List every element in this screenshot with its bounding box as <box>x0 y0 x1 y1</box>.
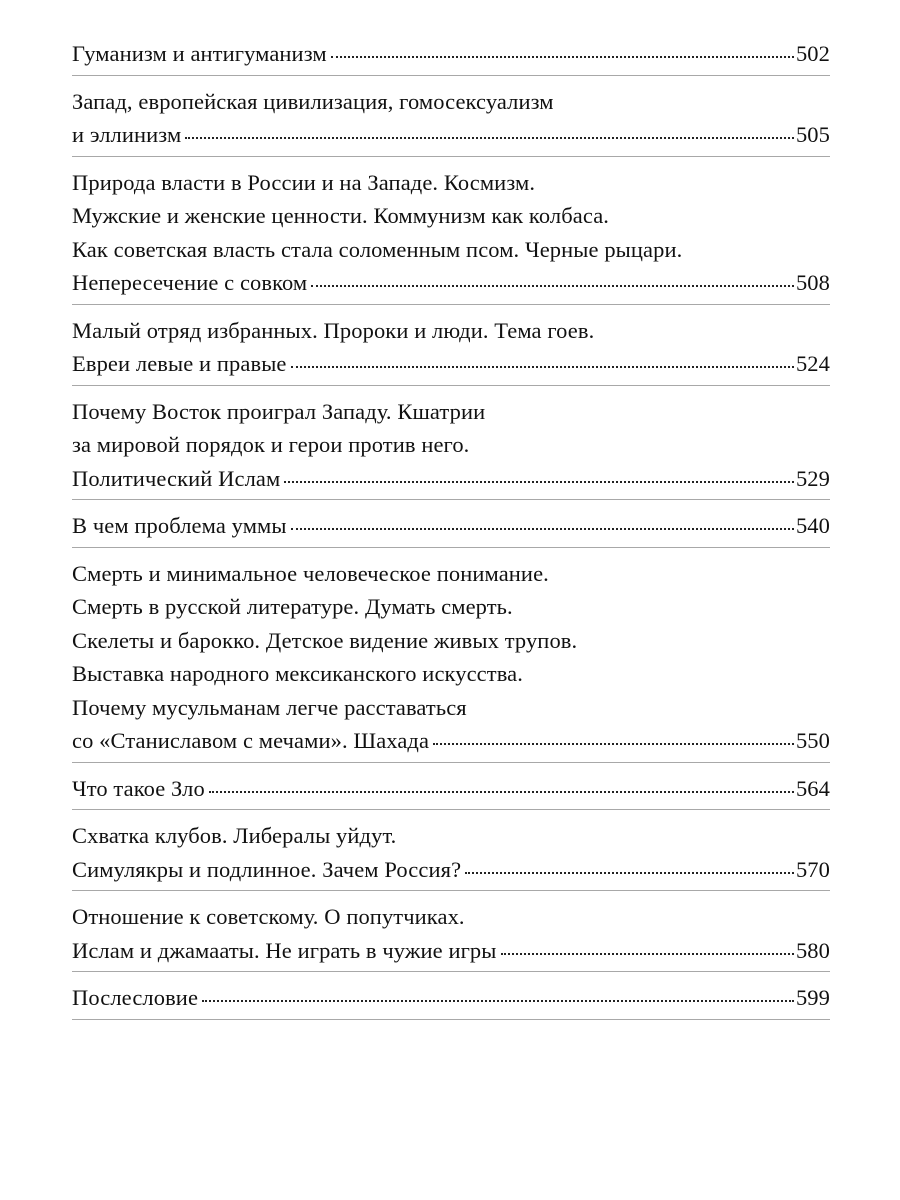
dot-leader <box>291 524 794 530</box>
toc-entry-line: Малый отряд избранных. Пророки и люди. Тема гоев. <box>72 317 595 343</box>
toc-entry-line: Отношение к советскому. О попутчиках. <box>72 904 465 929</box>
toc-entry-title: Политический Ислам <box>72 465 281 491</box>
toc-entry-last-line <box>72 724 830 758</box>
toc-page-number: 550 <box>795 728 830 753</box>
toc-entry-title: Послесловие <box>72 985 199 1010</box>
dot-leader <box>331 52 794 58</box>
toc-entry-title: Что такое Зло <box>72 775 205 801</box>
toc-page-number: 570 <box>795 856 830 882</box>
dot-leader <box>209 787 794 793</box>
toc-page-number: 529 <box>795 465 830 491</box>
toc-entry[interactable] <box>72 166 830 305</box>
dot-leader <box>284 477 794 483</box>
toc-entry-line: Почему Восток проиграл Западу. Кшатрии <box>72 398 486 424</box>
toc-entry-last-line <box>72 37 830 71</box>
toc-entry-line: Как советская власть стала соломенным псом. Черные рыцари. <box>72 236 683 262</box>
toc-entry-last-line <box>72 853 830 887</box>
toc-entry[interactable] <box>72 395 830 501</box>
toc-entry-last-line <box>72 509 830 543</box>
toc-entry-last-line <box>72 981 830 1015</box>
toc-entry-title: Гуманизм и антигуманизм <box>72 41 327 66</box>
toc-entry[interactable] <box>72 85 830 157</box>
toc-entry-last-line <box>72 266 830 300</box>
toc-entry[interactable] <box>72 557 830 763</box>
toc-page-number: 502 <box>795 41 830 66</box>
dot-leader <box>465 868 794 874</box>
toc-page-number: 524 <box>795 351 830 376</box>
toc-entry[interactable] <box>72 37 830 76</box>
toc-entry-line: Мужские и женские ценности. Коммунизм как колбаса. <box>72 203 610 228</box>
toc-entry-last-line <box>72 347 830 381</box>
toc-entry-last-line <box>72 934 830 968</box>
toc-entry-line: Смерть и минимальное человеческое понимание. <box>72 560 549 586</box>
toc-page-number: 505 <box>795 122 830 147</box>
toc-entry-title: Непересечение с совком <box>72 270 308 295</box>
toc-entry-last-line <box>72 772 830 806</box>
dot-leader <box>202 996 794 1002</box>
toc-entry-title: В чем проблема уммы <box>72 513 287 538</box>
toc-entry-title: и эллинизм <box>72 122 182 147</box>
toc-entry[interactable] <box>72 509 830 548</box>
dot-leader <box>185 133 794 139</box>
toc-entry-line: Скелеты и барокко. Детское видение живых трупов. <box>72 627 578 653</box>
toc-entry-title: Евреи левые и правые <box>72 351 287 376</box>
toc-page-number: 580 <box>795 937 830 963</box>
toc-entry-line: Выставка народного мексиканского искусства. <box>72 661 523 686</box>
dot-leader <box>501 949 794 955</box>
toc-entry-line: за мировой порядок и герои против него. <box>72 432 470 457</box>
dot-leader <box>291 362 794 368</box>
toc-entry-line: Запад, европейская цивилизация, гомосексуализм <box>72 88 554 114</box>
dot-leader <box>433 739 794 745</box>
toc-entry-line: Почему мусульманам легче расставаться <box>72 694 467 720</box>
toc-entry[interactable] <box>72 772 830 811</box>
dot-leader <box>311 281 794 287</box>
toc-entry-line: Схватка клубов. Либералы уйдут. <box>72 823 397 848</box>
toc-page-number: 564 <box>795 775 830 801</box>
toc-entry-last-line <box>72 118 830 152</box>
toc-entry-title: со «Станиславом с мечами». Шахада <box>72 728 430 753</box>
toc-page-number: 540 <box>795 513 830 538</box>
table-of-contents <box>72 37 830 1029</box>
toc-entry-line: Природа власти в России и на Западе. Космизм. <box>72 169 536 195</box>
toc-entry-last-line <box>72 462 830 496</box>
toc-page-number: 508 <box>795 270 830 295</box>
toc-entry[interactable] <box>72 981 830 1020</box>
toc-entry-title: Ислам и джамааты. Не играть в чужие игры <box>72 937 497 963</box>
toc-entry[interactable] <box>72 819 830 891</box>
toc-entry[interactable] <box>72 900 830 972</box>
toc-page-number: 599 <box>795 985 830 1010</box>
toc-entry-line: Смерть в русской литературе. Думать смерть. <box>72 594 513 619</box>
toc-entry[interactable] <box>72 314 830 386</box>
toc-entry-title: Симулякры и подлинное. Зачем Россия? <box>72 856 462 882</box>
